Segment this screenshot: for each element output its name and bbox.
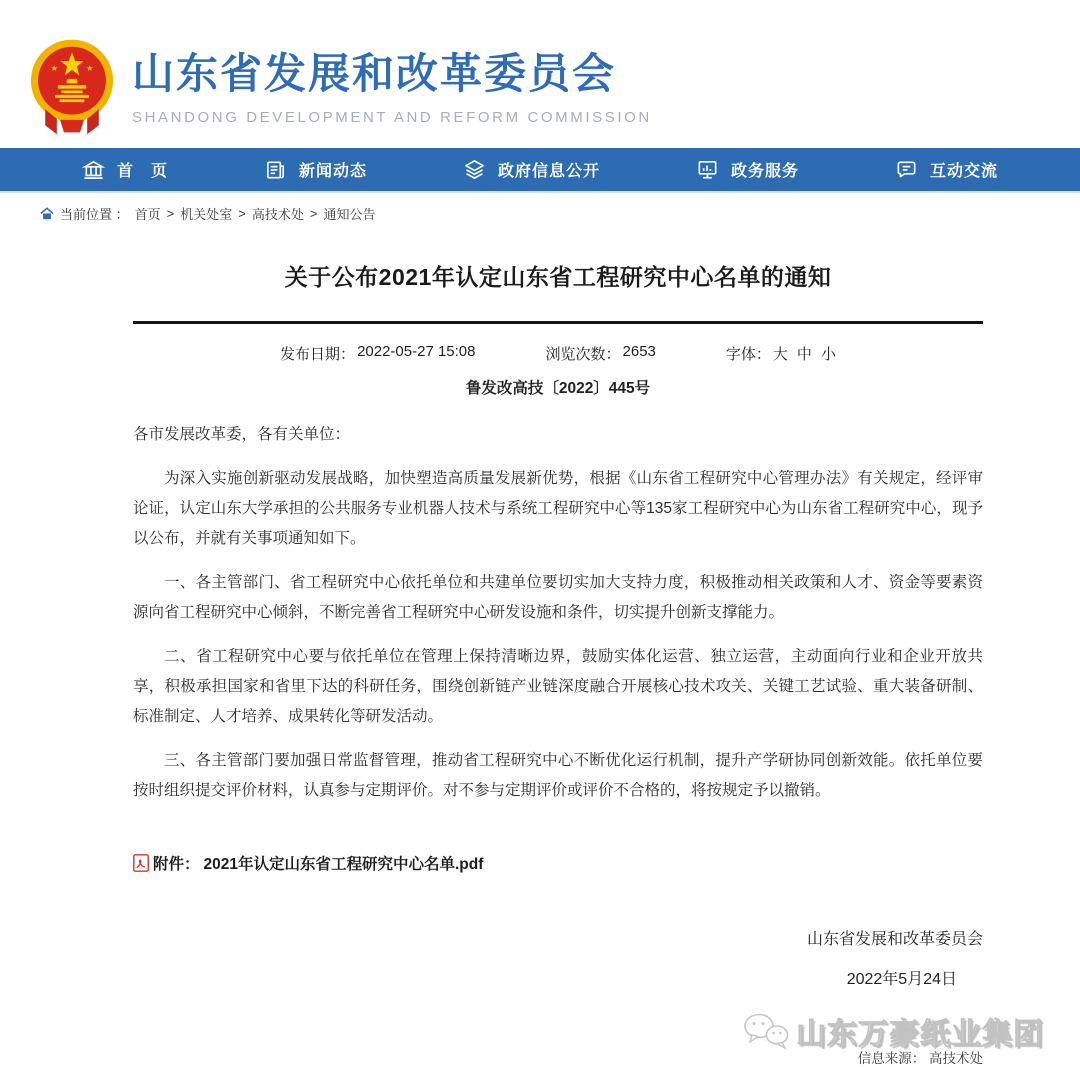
home-icon: [40, 207, 54, 220]
signature-date: 2022年5月24日: [846, 971, 957, 988]
nav-label: 政府信息公开: [497, 163, 600, 180]
nav-item-gov-info[interactable]: [463, 158, 600, 181]
breadcrumb-home[interactable]: 首页: [134, 206, 161, 222]
article-body: [133, 420, 983, 806]
nav-item-news[interactable]: [264, 158, 367, 181]
publish-date-value: 2022-05-27 15:08: [357, 343, 476, 360]
info-source-label: 信息来源：: [857, 1051, 929, 1066]
breadcrumb-offices[interactable]: 机关处室: [180, 206, 233, 222]
chat-bubble-icon: [895, 158, 918, 181]
breadcrumb: [0, 193, 1080, 223]
info-source-value: 高技术处: [929, 1051, 983, 1066]
breadcrumb-separator: >: [166, 205, 175, 221]
nav-label: 互动交流: [929, 163, 998, 180]
main-nav: [0, 148, 1080, 193]
font-size-control: [726, 343, 836, 364]
article: [133, 259, 983, 1067]
article-meta: [133, 343, 983, 364]
font-size-label: 字体：: [725, 346, 771, 363]
nav-label: 政务服务: [730, 163, 799, 180]
bank-icon: [82, 158, 105, 181]
breadcrumb-notices[interactable]: 通知公告: [323, 206, 376, 222]
newspaper-icon: [264, 158, 287, 181]
attachment-file-link[interactable]: 2021年认定山东省工程研究中心名单.pdf: [203, 856, 484, 873]
watermark-text: 山东万豪纸业集团: [796, 1018, 1044, 1051]
nav-item-interaction[interactable]: [895, 158, 998, 181]
signature-org: 山东省发展和改革委员会: [806, 931, 983, 948]
font-size-large[interactable]: 大: [772, 346, 788, 363]
watermark: [742, 1009, 1044, 1053]
article-title: 关于公布2021年认定山东省工程研究中心名单的通知: [284, 264, 832, 290]
view-count-value: 2653: [622, 343, 656, 360]
breadcrumb-prefix: 当前位置 ：: [60, 206, 129, 222]
breadcrumb-separator: >: [309, 205, 318, 221]
site-title-en: SHANDONG DEVELOPMENT AND REFORM COMMISSION: [132, 108, 652, 126]
font-size-medium[interactable]: 中: [796, 346, 812, 363]
nav-item-services[interactable]: [696, 158, 799, 181]
font-size-small[interactable]: 小: [820, 346, 836, 363]
paragraph-intro: 为深入实施创新驱动发展战略，加快塑造高质量发展新优势，根据《山东省工程研究中心管理办法》有关规定，经评审论证，认定山东大学承担的公共服务专业机器人技术与系统工程研究中心等135家工程研究中心为山东省工程研究中心，现予以公布，并就有关事项通知如下。: [133, 470, 983, 547]
paragraph-item-1: 一、各主管部门、省工程研究中心依托单位和共建单位要切实加大支持力度，积极推动相关政策和人才、资金等要素资源向省工程研究中心倾斜，不断完善省工程研究中心研发设施和条件，切实提升创新支撑能力。: [133, 574, 983, 621]
site-brand: [132, 41, 652, 126]
attachment-row: [133, 852, 983, 874]
wechat-icon: [742, 1012, 790, 1050]
document-number: 鲁发改高技〔2022〕445号: [465, 380, 651, 397]
site-header: [0, 0, 1080, 148]
attachment-label: 附件：: [153, 856, 200, 873]
breadcrumb-separator: >: [238, 205, 246, 221]
nav-label: 首 页: [116, 163, 168, 180]
view-count-label: 浏览次数：: [545, 346, 621, 363]
breadcrumb-hightech[interactable]: 高技术处: [251, 206, 304, 222]
title-divider: [133, 321, 983, 324]
site-title-cn: 山东省发展和改革委员会: [132, 49, 617, 97]
nav-label: 新闻动态: [298, 163, 367, 180]
paragraph-item-2: 二、省工程研究中心要与依托单位在管理上保持清晰边界，鼓励实体化运营、独立运营，主动面向行业和企业开放共享，积极承担国家和省里下达的科研任务，围绕创新链产业链深度融合开展核心技术攻关、关键工艺试验、重大装备研制、标准制定、人才培养、成果转化等研发活动。: [133, 648, 983, 725]
paragraph-item-3: 三、各主管部门要加强日常监督管理，推动省工程研究中心不断优化运行机制，提升产学研协同创新效能。依托单位要按时组织提交评价材料，认真参与定期评价。对不参与定期评价或评价不合格的，将按规定予以撤销。: [133, 752, 983, 799]
nav-item-home[interactable]: [82, 158, 168, 181]
view-count: [546, 343, 656, 364]
publish-date-label: 发布日期：: [280, 346, 356, 363]
publish-date: [280, 343, 475, 364]
pdf-file-icon: [133, 854, 149, 872]
monitor-chart-icon: [696, 158, 719, 181]
national-emblem-icon: [26, 36, 118, 136]
layers-icon: [463, 158, 486, 181]
salutation: 各市发展改革委，各有关单位：: [133, 426, 351, 443]
